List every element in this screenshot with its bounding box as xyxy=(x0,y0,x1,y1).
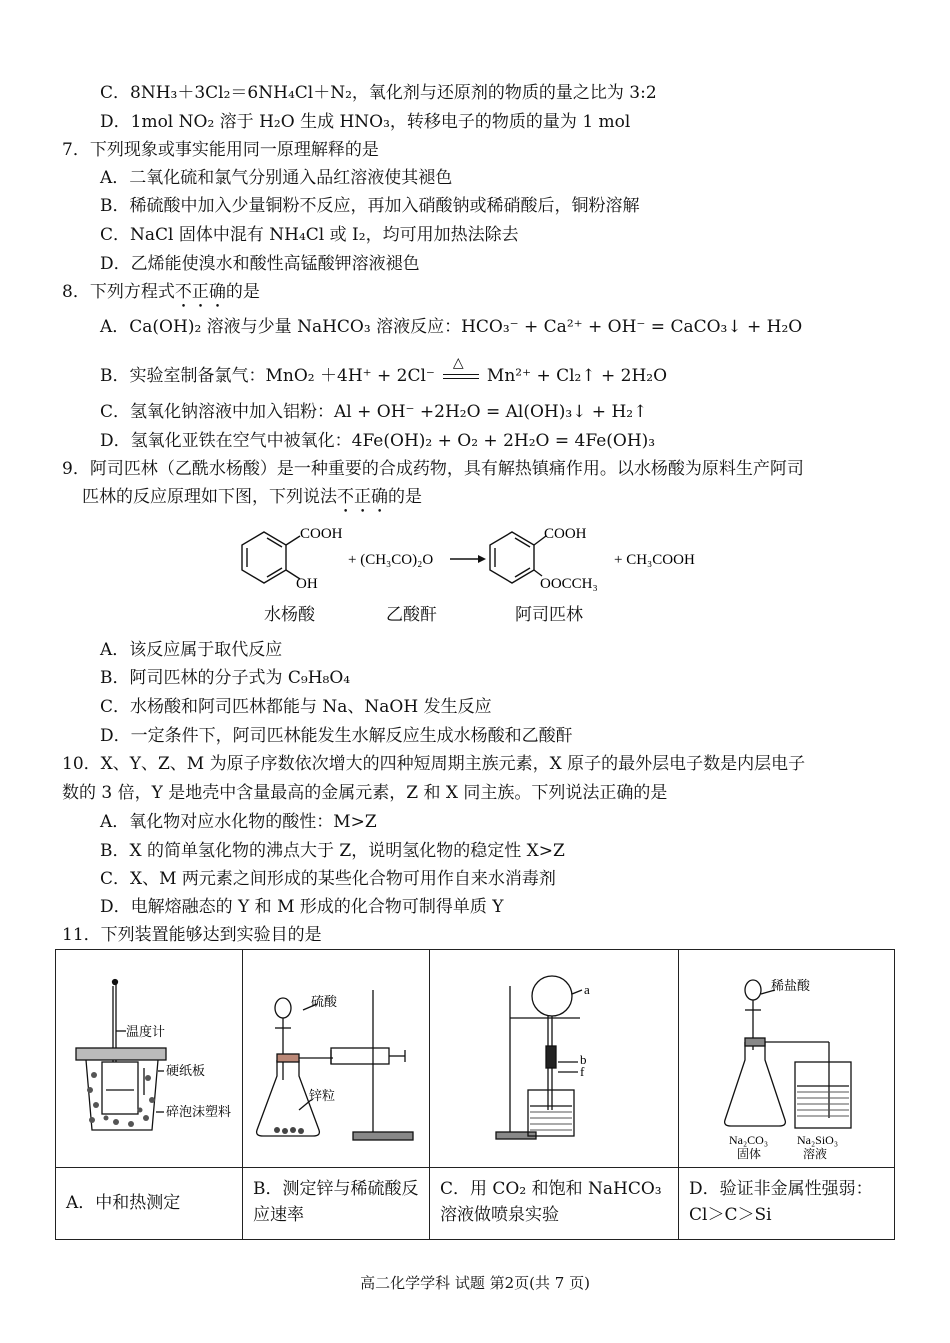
q9-option-d: D．一定条件下，阿司匹林能发生水解反应生成水杨酸和乙酸酐 xyxy=(100,726,573,746)
q6-option-d: D．1mol NO₂ 溶于 H₂O 生成 HNO₃，转移电子的物质的量为 1 mol xyxy=(100,112,631,132)
label-salicylic-acid: 水杨酸 xyxy=(264,605,315,625)
label-na2co3: Na₂CO₃ xyxy=(729,1133,769,1147)
caption-c: C．用 CO₂ 和饱和 NaHCO₃ 溶液做喷泉实验 xyxy=(430,1168,679,1240)
q8-option-c: C．氢氧化钠溶液中加入铝粉：Al + OH⁻ +2H₂O = Al(OH)₃↓ + H₂↑ xyxy=(100,402,648,422)
q7-option-c: C．NaCl 固体中混有 NH₄Cl 或 I₂，均可用加热法除去 xyxy=(100,225,519,245)
apparatus-b-cell xyxy=(243,950,430,1168)
q10-option-d: D．电解熔融态的 Y 和 M 形成的化合物可制得单质 Y xyxy=(100,897,504,917)
salicylic-acid-structure xyxy=(242,532,300,583)
aspirin-oocch3: OOCCH₃ xyxy=(540,576,598,592)
label-acetic-anhydride: 乙酸酐 xyxy=(386,605,437,625)
label-cardboard: 硬纸板 xyxy=(166,1063,206,1078)
q8-option-b: B．实验室制备氯气：MnO₂ ＋4H⁺ + 2Cl⁻ △ Mn²⁺ + Cl₂↑ + 2H₂O xyxy=(100,354,668,386)
salicylic-oh: OH xyxy=(296,576,318,592)
apparatus-table xyxy=(55,949,895,1240)
apparatus-a-cell xyxy=(56,950,243,1168)
label-foam: 碎泡沫塑料 xyxy=(166,1104,232,1119)
reaction-scheme xyxy=(230,518,750,598)
label-aspirin: 阿司匹林 xyxy=(515,605,583,625)
anhydride-reagent: + (CH₃CO)₂O xyxy=(348,552,434,568)
aspirin-cooh: COOH xyxy=(544,526,587,542)
q8-option-a: A．Ca(OH)₂ 溶液与少量 NaHCO₃ 溶液反应：HCO₃⁻ + Ca²⁺ + OH⁻ = CaCO₃↓ + H₂O xyxy=(100,317,803,337)
page-footer: 高二化学学科 试题 第2页(共 7 页) xyxy=(360,1274,590,1292)
label-f: f xyxy=(580,1064,585,1079)
q10-option-c: C．X、M 两元素之间形成的某些化合物可用作自来水消毒剂 xyxy=(100,869,556,889)
fountain-figure xyxy=(430,950,678,1162)
apparatus-d-cell xyxy=(679,950,895,1168)
q9-option-b: B．阿司匹林的分子式为 C₉H₈O₄ xyxy=(100,668,351,688)
aspirin-structure xyxy=(490,532,546,583)
label-a: a xyxy=(584,982,590,997)
apparatus-c-cell xyxy=(430,950,679,1168)
heating-condition-sign: △ xyxy=(441,366,481,388)
caption-b: B．测定锌与稀硫酸反应速率 xyxy=(243,1168,430,1240)
q11-stem: 11．下列装置能够达到实验目的是 xyxy=(62,925,322,945)
q8-stem: 8．下列方程式不正确的是 xyxy=(62,282,260,302)
q7-option-a: A．二氧化硫和氯气分别通入品红溶液使其褪色 xyxy=(100,168,453,188)
caption-d: D．验证非金属性强弱：Cl＞C＞Si xyxy=(679,1168,895,1240)
q8-emphasis: 不正确 xyxy=(174,282,226,302)
caption-a: A．中和热测定 xyxy=(56,1168,243,1240)
q10-option-b: B．X 的简单氢化物的沸点大于 Z，说明氢化物的稳定性 X>Z xyxy=(100,841,565,861)
q8-option-d: D．氢氧化亚铁在空气中被氧化：4Fe(OH)₂ + O₂ + 2H₂O = 4Fe(OH)₃ xyxy=(100,431,656,451)
label-zinc-granules: 锌粒 xyxy=(309,1088,336,1103)
q9-option-a: A．该反应属于取代反应 xyxy=(100,640,283,660)
zinc-rate-figure xyxy=(243,950,429,1162)
label-solution: 溶液 xyxy=(803,1147,828,1161)
salicylic-cooh: COOH xyxy=(300,526,343,542)
q7-option-d: D．乙烯能使溴水和酸性高锰酸钾溶液褪色 xyxy=(100,254,420,274)
label-sulfuric-acid: 硫酸 xyxy=(311,994,338,1009)
label-na2sio3: Na₂SiO₃ xyxy=(797,1133,839,1147)
label-thermometer: 温度计 xyxy=(126,1024,166,1039)
label-dilute-hcl: 稀盐酸 xyxy=(771,978,811,993)
q7-stem: 7．下列现象或事实能用同一原理解释的是 xyxy=(62,140,379,160)
nonmetal-strength-figure xyxy=(679,950,893,1162)
q10-stem-line2: 数的 3 倍，Y 是地壳中含量最高的金属元素，Z 和 X 同主族。下列说法正确的是 xyxy=(62,783,668,803)
q10-option-a: A．氧化物对应水化物的酸性：M>Z xyxy=(100,812,377,832)
q9-stem-line1: 9．阿司匹林（乙酰水杨酸）是一种重要的合成药物，具有解热镇痛作用。以水杨酸为原料生产阿司 xyxy=(62,459,804,479)
q6-option-c: C．8NH₃＋3Cl₂＝6NH₄Cl＋N₂，氧化剂与还原剂的物质的量之比为 3:2 xyxy=(100,83,657,103)
label-solid: 固体 xyxy=(737,1147,762,1161)
q10-stem-line1: 10．X、Y、Z、M 为原子序数依次增大的四种短周期主族元素，X 原子的最外层电子数是内层电子 xyxy=(62,754,806,774)
q9-option-c: C．水杨酸和阿司匹林都能与 Na、NaOH 发生反应 xyxy=(100,697,492,717)
acetic-acid-product: + CH₃COOH xyxy=(614,552,695,568)
calorimeter-figure xyxy=(56,950,242,1162)
q7-option-b: B．稀硫酸中加入少量铜粉不反应，再加入硝酸钠或稀硝酸后，铜粉溶解 xyxy=(100,196,640,216)
q9-stem-line2: 匹林的反应原理如下图，下列说法不正确的是 xyxy=(82,487,422,507)
label-b: b xyxy=(580,1052,587,1067)
